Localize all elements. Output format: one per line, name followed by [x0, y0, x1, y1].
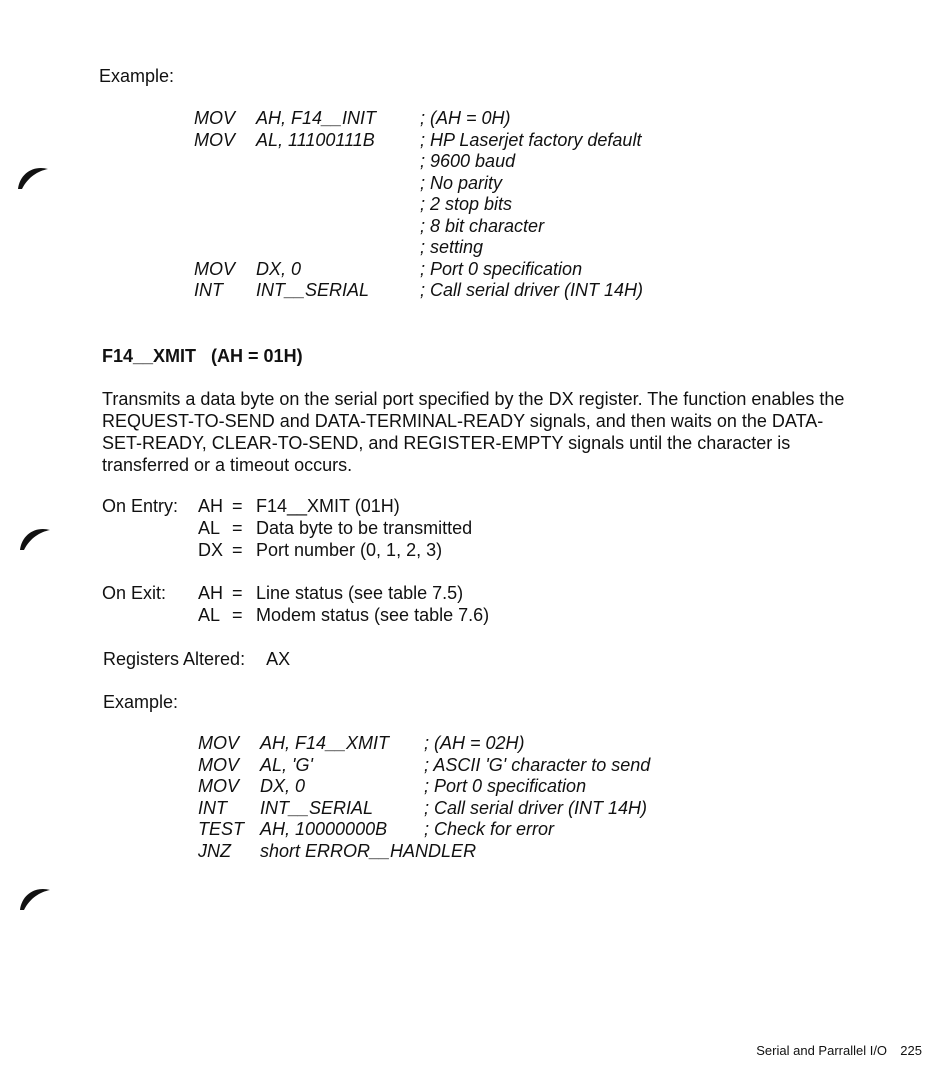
code-op: MOV [194, 129, 236, 150]
on-entry-block [102, 496, 602, 562]
code-comment: ; (AH = 0H) [420, 108, 511, 128]
code-comment: ; ASCII 'G' character to send [424, 754, 651, 775]
code-line [194, 151, 714, 173]
code-args: DX, 0 [256, 258, 302, 279]
on-exit-label: On Exit: [102, 583, 167, 603]
register-desc: F14__XMIT (01H) [256, 496, 400, 516]
register-name: AL [198, 518, 221, 538]
code-op: MOV [194, 258, 236, 279]
code-line [194, 280, 714, 302]
code-line [194, 237, 714, 259]
code-block-xmit [198, 733, 718, 862]
registers-altered [103, 648, 290, 670]
register-row [102, 540, 602, 562]
register-desc: Line status (see table 7.5) [256, 583, 464, 603]
code-block-init [194, 108, 714, 302]
code-line [198, 841, 718, 863]
code-line [198, 798, 718, 820]
register-name: AL [198, 605, 221, 625]
equals-sign: = [232, 518, 243, 538]
equals-sign: = [232, 605, 243, 625]
register-desc: Data byte to be transmitted [256, 518, 473, 538]
code-line [194, 259, 714, 281]
footer-title: Serial and Parrallel I/O [756, 1043, 888, 1058]
code-line [198, 733, 718, 755]
register-row [102, 605, 602, 627]
code-op: MOV [198, 754, 240, 775]
register-name: AH [198, 583, 224, 603]
equals-sign: = [232, 496, 243, 516]
code-op: JNZ [198, 840, 231, 861]
code-op: INT [198, 797, 227, 818]
code-comment: ; setting [420, 237, 484, 257]
code-comment: ; Check for error [424, 819, 555, 839]
registers-altered-label: Registers Altered: [103, 649, 246, 669]
code-line [198, 776, 718, 798]
code-line [194, 173, 714, 195]
code-op: MOV [194, 108, 236, 128]
punch-hole-mark [16, 163, 50, 191]
register-row [102, 518, 602, 540]
code-comment: ; (AH = 02H) [424, 733, 525, 753]
code-args: DX, 0 [260, 776, 306, 796]
page-footer [756, 1043, 922, 1058]
example-label: Example: [103, 692, 179, 712]
code-args: AL, 'G' [260, 754, 313, 775]
code-line [194, 216, 714, 238]
registers-altered-value: AX [266, 649, 291, 669]
code-comment: ; No parity [420, 172, 503, 193]
example-label: Example: [99, 66, 175, 86]
code-line [194, 130, 714, 152]
code-comment: ; Call serial driver (INT 14H) [420, 280, 644, 300]
code-comment: ; HP Laserjet factory default [420, 129, 642, 150]
register-desc: Modem status (see table 7.6) [256, 605, 490, 625]
code-op: TEST [198, 819, 245, 839]
code-comment: ; Call serial driver (INT 14H) [424, 797, 648, 818]
code-op: INT [194, 280, 223, 300]
equals-sign: = [232, 540, 243, 560]
equals-sign: = [232, 583, 243, 603]
function-description: Transmits a data byte on the serial port specified by the DX register. The function enables the REQUEST-TO-SEND and DATA-TERMINAL-READY signals, and then waits on the DATA-SET-READY, CLEAR-TO-SEND, and REGISTER-EMPTY signals until the character is transferred or a timeout occurs. [102, 389, 845, 475]
code-args: AH, F14__INIT [256, 108, 377, 128]
code-op: MOV [198, 776, 240, 796]
register-row [102, 496, 602, 518]
code-comment: ; 9600 baud [420, 151, 516, 171]
code-args: INT__SERIAL [256, 280, 370, 300]
code-line [194, 194, 714, 216]
on-exit-block [102, 583, 602, 627]
on-entry-label: On Entry: [102, 496, 179, 516]
code-comment: ; Port 0 specification [424, 776, 587, 796]
code-comment: ; 8 bit character [420, 215, 545, 236]
code-args: AH, F14__XMIT [260, 733, 390, 753]
code-args: short ERROR__HANDLER [260, 840, 477, 861]
code-args: AL, 11100111B [256, 129, 375, 150]
code-comment: ; 2 stop bits [420, 194, 513, 214]
register-desc: Port number (0, 1, 2, 3) [256, 540, 443, 560]
register-row [102, 583, 602, 605]
code-args: INT__SERIAL [260, 797, 374, 818]
code-op: MOV [198, 733, 240, 753]
code-args: AH, 10000000B [260, 819, 388, 839]
punch-hole-mark [18, 524, 52, 552]
code-line [194, 108, 714, 130]
register-name: DX [198, 540, 224, 560]
punch-hole-mark [18, 884, 52, 912]
page-number: 225 [900, 1043, 922, 1058]
code-comment: ; Port 0 specification [420, 258, 583, 279]
code-line [198, 819, 718, 841]
register-name: AH [198, 496, 224, 516]
code-line [198, 755, 718, 777]
section-heading: F14__XMIT (AH = 01H) [102, 346, 303, 366]
